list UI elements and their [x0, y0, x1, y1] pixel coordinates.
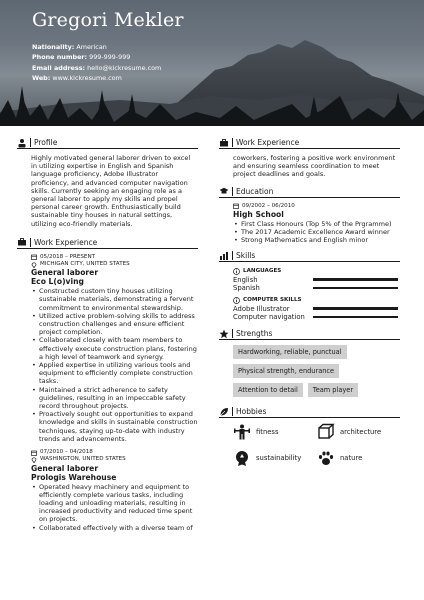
job-role: General laborer — [31, 268, 99, 278]
header-divider — [232, 138, 233, 147]
section-title: Education — [236, 186, 274, 196]
contact-value: 999-999-999 — [89, 53, 131, 62]
section-header-work-experience-continued — [219, 137, 400, 149]
briefcase-icon — [219, 138, 229, 148]
job-dates — [31, 254, 198, 261]
contact-value: American — [76, 43, 107, 51]
header-divider — [232, 407, 233, 416]
skill-group-label — [233, 296, 400, 304]
education-dates — [233, 203, 400, 210]
skill-name: Computer navigation — [233, 313, 305, 322]
skill-group-computer — [219, 296, 400, 321]
strength-tag: Attention to detail — [233, 383, 303, 397]
hobby-item — [317, 423, 397, 441]
info-circle-icon — [233, 268, 240, 275]
contact-nationality — [32, 42, 161, 52]
list-item: • Strong Mathematics and English minor — [233, 236, 400, 244]
skill-level-bar — [313, 316, 398, 319]
list-item: • Proactively sought out opportunities to expand knowledge and skills in sustainable construction techniques, staying up-to-date with industry trends and advancements. — [31, 410, 198, 443]
header-banner — [0, 0, 424, 126]
job-location — [31, 261, 198, 268]
date-range: 09/2002 – 06/2010 — [242, 202, 295, 209]
contact-label: Phone number: — [32, 53, 88, 62]
hobbies-grid — [219, 423, 400, 467]
list-item: • Collaborated effectively with a diverse team of — [31, 524, 198, 532]
hobby-item — [317, 449, 397, 467]
list-item: • First Class Honours (Top 5% of the Prgramme) — [233, 220, 400, 228]
school-name: High School — [233, 209, 284, 219]
section-header-hobbies — [219, 406, 400, 418]
section-title: Work Experience — [34, 237, 98, 247]
job-bullets — [31, 287, 198, 443]
header-divider — [232, 251, 233, 260]
skill-group-label — [233, 267, 400, 275]
hobby-label: nature — [340, 454, 363, 463]
strength-tag: Physical strength, endurance — [233, 364, 339, 378]
hobby-item — [233, 423, 317, 441]
skill-level-bar — [313, 287, 398, 290]
section-title: Hobbies — [236, 407, 267, 417]
recycle-badge-icon — [233, 449, 251, 467]
section-header-work-experience — [17, 237, 198, 249]
briefcase-icon — [17, 237, 27, 247]
skill-level-fill — [313, 307, 398, 310]
person-icon — [17, 138, 27, 148]
leaf-icon — [219, 407, 229, 417]
contact-details — [32, 42, 161, 83]
right-column — [219, 137, 400, 467]
job-role: General laborer — [31, 463, 99, 473]
skill-group-title: COMPUTER SKILLS — [243, 297, 302, 304]
profile-summary: Highly motivated general laborer driven to excel in utilizing expertise in English and Spanish language proficiency, Adobe Illustrator proficiency, and advanced computer navigation skills. Currently seeking an engaging role as a general laborer to apply my skills and propel personal career growth. Enthusiastically build sustainable tiny houses in natural settings, utilizing eco-friendly materials. — [31, 154, 191, 228]
skill-name: Spanish — [233, 284, 260, 293]
section-header-education — [219, 186, 400, 198]
job-company: Prologis Warehouse — [31, 472, 117, 482]
skill-level-bar — [313, 307, 398, 310]
skill-row — [233, 304, 400, 313]
education-entry — [219, 203, 400, 245]
list-item: • Constructed custom tiny houses utilizing sustainable materials, demonstrating a fervent commitment to environmental stewardship. — [31, 287, 198, 312]
hobby-item — [233, 449, 317, 467]
work-continuation-text: coworkers, fostering a positive work environment and ensuring seamless coordination to meet project deadlines and goals. — [233, 154, 396, 179]
skill-level-fill — [313, 316, 398, 319]
skill-group-title: LANGUAGES — [243, 268, 282, 275]
contact-email — [32, 63, 161, 73]
job-entry — [17, 449, 198, 532]
skill-group-languages — [219, 267, 400, 292]
calendar-icon — [233, 203, 239, 209]
section-header-profile — [17, 137, 198, 149]
email-link[interactable]: hello@kickresume.com — [87, 63, 162, 72]
skill-name: English — [233, 275, 258, 284]
strength-tag: Team player — [308, 383, 358, 397]
calendar-icon — [31, 254, 37, 260]
list-item: • Collaborated closely with team members to effectively execute construction plans, fostering a high level of teamwork and synergy. — [31, 336, 198, 361]
list-item: • Operated heavy machinery and equipment to efficiently complete various tasks, including loading and unloading materials, resulting in increased productivity and reduced time spent on projects. — [31, 483, 198, 524]
left-column — [17, 137, 198, 538]
hobby-label: fitness — [256, 428, 279, 437]
hobby-label: architecture — [340, 428, 382, 437]
strength-tag: Hardworking, reliable, punctual — [233, 345, 347, 359]
section-title: Skills — [236, 251, 256, 261]
skill-row — [233, 313, 400, 322]
skill-name: Adobe Illustrator — [233, 304, 290, 313]
list-item: • The 2017 Academic Excellence Award winner — [233, 228, 400, 236]
skill-row — [233, 275, 400, 284]
web-link[interactable]: www.kickresume.com — [52, 73, 122, 82]
job-company: Eco L(o)ving — [31, 277, 84, 287]
bars-chart-icon — [219, 251, 229, 261]
paw-icon — [317, 449, 335, 467]
list-item: • Maintained a strict adherence to safety guidelines, resulting in an impeccable safety record throughout projects. — [31, 386, 198, 411]
location-text: WASHINGTON, UNITED STATES — [40, 456, 126, 463]
header-divider — [30, 238, 31, 247]
header-divider — [30, 138, 31, 147]
list-item: • Utilized active problem-solving skills to address construction challenges and ensure efficient project completion. — [31, 312, 198, 337]
header-divider — [232, 187, 233, 196]
contact-phone — [32, 52, 161, 62]
calendar-icon — [31, 450, 37, 456]
star-icon — [219, 329, 229, 339]
contact-web — [32, 73, 161, 83]
date-range: 05/2018 – PRESENT — [40, 253, 96, 260]
job-entry — [17, 254, 198, 443]
education-bullets — [233, 220, 400, 245]
section-title: Strengths — [236, 329, 273, 339]
list-item: • Applied expertise in utilizing various tools and equipment to efficiently complete construction tasks. — [31, 361, 198, 386]
contact-label: Nationality: — [32, 43, 75, 51]
section-title: Profile — [34, 138, 58, 147]
job-location — [31, 456, 198, 463]
section-title: Work Experience — [236, 138, 300, 147]
location-text: MICHIGAN CITY, UNITED STATES — [40, 261, 130, 268]
section-header-strengths — [219, 328, 400, 340]
skill-level-bar — [313, 278, 398, 281]
skill-level-fill — [313, 287, 398, 290]
date-range: 07/2010 – 04/2018 — [40, 449, 93, 456]
candidate-name: Gregori Mekler — [32, 9, 184, 31]
strength-tags — [219, 345, 379, 397]
job-dates — [31, 449, 198, 456]
fitness-icon — [233, 423, 251, 441]
skill-row — [233, 284, 400, 293]
location-pin-icon — [31, 262, 37, 268]
info-circle-icon — [233, 297, 240, 304]
contact-label: Web: — [32, 73, 51, 82]
contact-label: Email address: — [32, 63, 86, 72]
graduation-cap-icon — [219, 186, 229, 196]
cube-icon — [317, 423, 335, 441]
skill-level-fill — [313, 278, 398, 281]
section-header-skills — [219, 250, 400, 262]
hobby-label: sustainability — [256, 454, 302, 463]
job-bullets — [31, 483, 198, 532]
header-divider — [232, 329, 233, 338]
location-pin-icon — [31, 457, 37, 463]
